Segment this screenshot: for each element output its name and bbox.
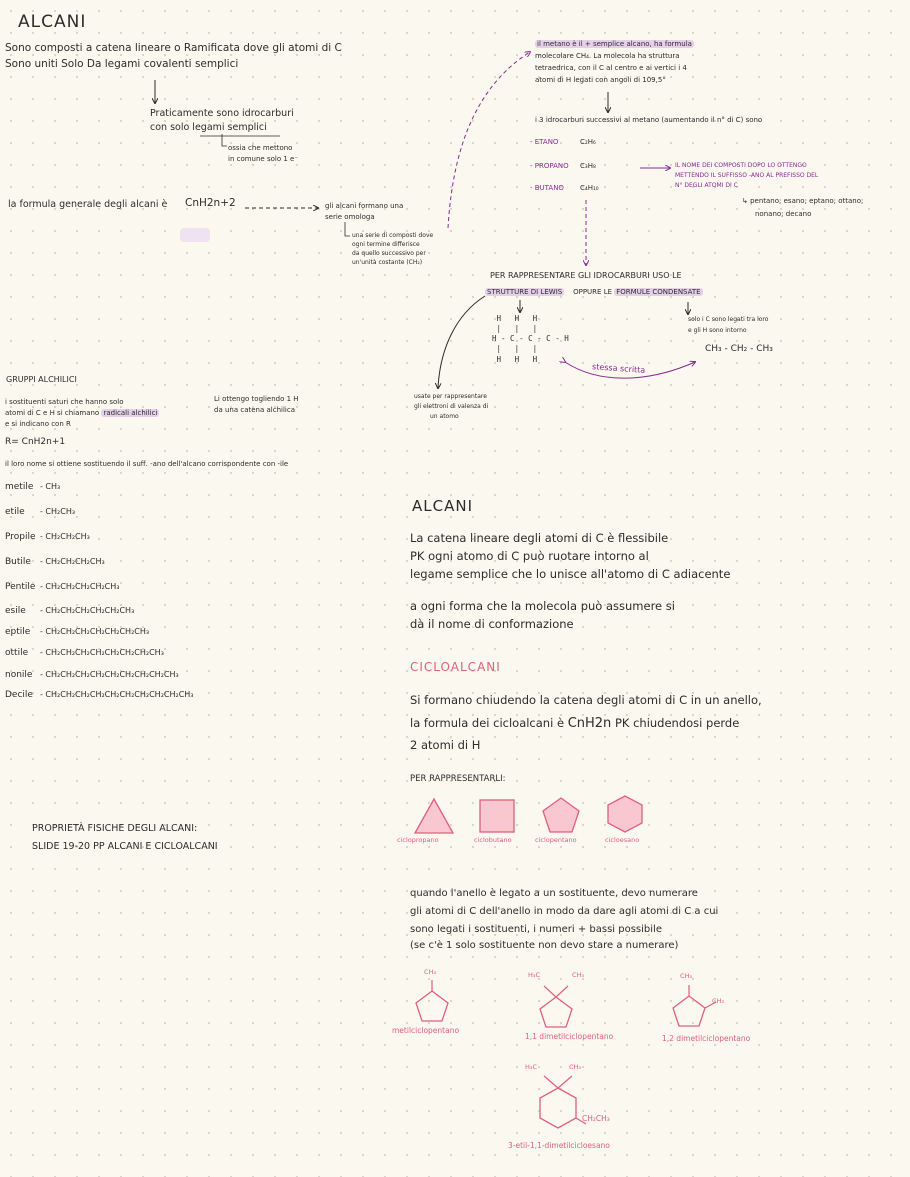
alcano-formula: C₂H₆ — [580, 138, 596, 146]
radicale-name: eptile — [5, 627, 31, 637]
example-label-3: 1,2 dimetilciclopentano — [662, 1034, 751, 1043]
condensate-highlight: FORMULE CONDENSATE — [616, 288, 701, 296]
formula-label: la formula generale degli alcani è — [8, 199, 168, 210]
cond-desc-1: solo i C sono legati tra loro — [688, 316, 769, 323]
ciclo-line-3: 2 atomi di H — [410, 738, 481, 752]
conf-line-2: dà il nome di conformazione — [410, 617, 574, 631]
alcano-name: - PROPANO — [530, 162, 569, 170]
radicale-name: esile — [5, 606, 26, 616]
cond-formula: CH₃ - CH₂ - CH₃ — [705, 344, 773, 354]
title-alcani: ALCANI — [18, 12, 87, 32]
ossia-line-1: ossia che mettono — [228, 144, 293, 152]
lewis-highlight: STRUTTURE DI LEWIS — [487, 288, 563, 296]
metano-line-2: molecolare CH₄. La molecola ha struttura — [535, 52, 680, 60]
formula-general: CnH2n+2 — [185, 197, 236, 209]
intro-line-1: Sono composti a catena lineare o Ramificata dove gli atomi di C — [5, 42, 342, 54]
serie-def-1: una serie di composti dove — [352, 232, 434, 239]
radicale-name: Pentile — [5, 582, 36, 592]
group-ch3-3b: CH₃ — [712, 997, 725, 1005]
metano-line-4: atomi di H legati con angoli di 109,5° — [535, 76, 666, 84]
radicale-formula: - CH₂CH₂CH₂CH₂CH₂CH₃ — [40, 606, 135, 615]
alcani2-line-2: PK ogni atomo di C può ruotare intorno al — [410, 549, 649, 563]
group-h3c-2: H₃C — [528, 971, 541, 979]
intro-line-2: Sono uniti Solo Da legami covalenti semplici — [5, 58, 239, 70]
idrocarburi-text: con solo legami semplici — [150, 122, 267, 133]
alcani2-line-3: legame semplice che lo unisce all'atomo di C adiacente — [410, 567, 731, 581]
oppure-text: OPPURE LE — [573, 288, 613, 296]
anello-line-2: gli atomi di C dell'anello in modo da dare agli atomi di C a cui — [410, 906, 719, 917]
radicale-formula: - CH₂CH₂CH₂CH₂CH₂CH₂CH₂CH₃ — [40, 648, 164, 657]
gruppi-title: GRUPPI ALCHILICI — [6, 375, 77, 384]
ciclo-line-1: Si formano chiudendo la catena degli atomi di C in un anello, — [410, 693, 762, 707]
ciclo-formula: CnH2n — [567, 716, 612, 731]
shape-label-esano: cicloesano — [605, 836, 640, 844]
proprieta-line-1: PROPRIETÀ FISICHE DEGLI ALCANI: — [32, 823, 198, 834]
group-h3c-4: H₃C — [525, 1063, 538, 1071]
title-cicloalcani: CICLOALCANI — [410, 660, 501, 674]
group-ch3-1: CH₃ — [424, 968, 437, 976]
esempi-line-1: ↳ pentano; esano; eptano; ottano; — [742, 197, 864, 205]
proprieta-line-2: SLIDE 19-20 PP ALCANI E CICLOALCANI — [32, 841, 218, 852]
alcano-formula: C₃H₈ — [580, 162, 596, 170]
radicale-name: Butile — [5, 557, 31, 567]
stessa-scritta: stessa scritta — [591, 362, 646, 375]
radicale-formula: - CH₂CH₂CH₂CH₃ — [40, 557, 105, 566]
conf-line-1: a ogni forma che la molecola può assumere si — [410, 599, 675, 613]
idro3-line: i 3 idrocarburi successivi al metano (aumentando il n° di C) sono — [535, 116, 763, 124]
group-ch3-4: CH₃ — [569, 1063, 582, 1071]
serie-hook — [345, 222, 350, 236]
arrow-metano — [448, 52, 530, 228]
shape-label-butano: ciclobutano — [474, 836, 512, 844]
gruppi-side-2: da una catena alchilica — [214, 406, 295, 414]
r-formula: R= CnH2n+1 — [5, 437, 66, 447]
serie-line-2: serie omologa — [325, 213, 375, 221]
alcano-name: - ETANO — [530, 138, 559, 146]
serie-def-2: ogni termine differisce — [352, 241, 420, 248]
rappresentare-line: PER RAPPRESENTARE GLI IDROCARBURI USO LE — [490, 271, 682, 280]
nome-regola: il loro nome si ottiene sostituendo il suff. -ano dell'alcano corrispondente con -ile — [5, 460, 289, 468]
shape-label-propano: ciclopropano — [397, 836, 439, 844]
radicale-name: Propile — [5, 532, 36, 542]
radicale-name: nonile — [5, 670, 33, 680]
ciclo-line-2-text: la formula dei cicloalcani è — [410, 716, 565, 730]
radicale-name: ottile — [5, 648, 29, 658]
idrocarburi-line-1: Praticamente sono idrocarburi — [150, 108, 294, 119]
radicali-alchilici-highlight: radicali alchilici — [103, 409, 158, 417]
arrow-lewis-use — [438, 296, 485, 388]
lewis-use-1: usate per rappresentare — [414, 393, 487, 400]
serie-line-1: gli alcani formano una — [325, 202, 404, 210]
radicale-formula: - CH₂CH₂CH₂CH₂CH₂CH₂CH₃ — [40, 627, 150, 636]
gruppi-def-3: e si indicano con R — [5, 420, 71, 428]
cond-desc-2: e gli H sono intorno — [688, 327, 747, 334]
ossia-line-2: in comune solo 1 e⁻ — [228, 155, 299, 163]
alcano-formula: C₄H₁₀ — [580, 184, 599, 192]
nome-composti-3: N° DEGLI ATOMI DI C — [675, 182, 738, 189]
group-ch3-3a: CH₃ — [680, 972, 693, 980]
esempi-line-2: nonano; decano — [755, 210, 812, 218]
example-label-4: 3-etil-1,1-dimetilcicloesano — [508, 1141, 610, 1150]
radicale-formula: - CH₂CH₂CH₃ — [40, 532, 90, 541]
gruppi-side-1: Li ottengo togliendo 1 H — [214, 395, 299, 403]
radicale-formula: - CH₂CH₂CH₂CH₂CH₂CH₂CH₂CH₂CH₃ — [40, 670, 179, 679]
metano-highlight: il metano è il + semplice alcano, ha formula — [537, 40, 692, 48]
radicale-name: metile — [5, 482, 34, 492]
lewis-use-2: gli elettroni di valenza di — [414, 403, 489, 410]
gruppi-def-2-text: atomi di C e H si chiamano — [5, 409, 100, 417]
alcano-name: - BUTANO — [530, 184, 564, 192]
radicale-formula: - CH₂CH₂CH₂CH₂CH₂CH₂CH₂CH₂CH₂CH₃ — [40, 690, 194, 699]
radicale-formula: - CH₂CH₃ — [40, 507, 76, 516]
alcani2-line-1: La catena lineare degli atomi di C è flessibile — [410, 531, 669, 545]
nome-composti-1: IL NOME DEI COMPOSTI DOPO LO OTTENGO — [675, 162, 807, 169]
title-alcani-2: ALCANI — [412, 497, 473, 515]
radicale-name: etile — [5, 507, 25, 517]
serie-def-4: un'unità costante (CH₂) — [352, 259, 423, 266]
radicale-formula: - CH₂CH₂CH₂CH₂CH₃ — [40, 582, 120, 591]
lewis-structure: H H H | | | H - C - C - C - H | | | H H H — [492, 314, 569, 364]
anello-line-1: quando l'anello è legato a un sostituente, devo numerare — [410, 888, 698, 899]
ciclo-line-2-end: PK chiudendosi perde — [614, 716, 740, 730]
radicale-formula: - CH₃ — [40, 482, 61, 491]
per-rappresentarli: PER RAPPRESENTARLI: — [410, 774, 506, 784]
gruppi-def-1: i sostituenti saturi che hanno solo — [5, 398, 124, 406]
anello-line-3: sono legati i sostituenti, i numeri + bassi possibile — [410, 924, 662, 935]
arrow-stessa — [565, 362, 695, 378]
shape-label-pentano: ciclopentano — [535, 836, 577, 844]
metano-line-3: tetraedrica, con il C al centro e ai vertici i 4 — [535, 64, 687, 72]
example-label-1: metilciclopentano — [392, 1026, 460, 1035]
example-label-2: 1,1 dimetilciclopentano — [525, 1032, 614, 1041]
nome-composti-2: METTENDO IL SUFFISSO -ANO AL PREFISSO DEL — [675, 172, 819, 179]
group-ch2ch3-4: CH₂CH₃ — [582, 1114, 610, 1123]
lewis-use-3: un atomo — [430, 413, 459, 420]
anello-line-4: (se c'è 1 solo sostituente non devo stare a numerare) — [410, 940, 679, 951]
group-ch3-2: CH₃ — [572, 971, 585, 979]
radicale-name: Decile — [5, 690, 33, 700]
serie-def-3: da quello successivo per — [352, 250, 426, 257]
